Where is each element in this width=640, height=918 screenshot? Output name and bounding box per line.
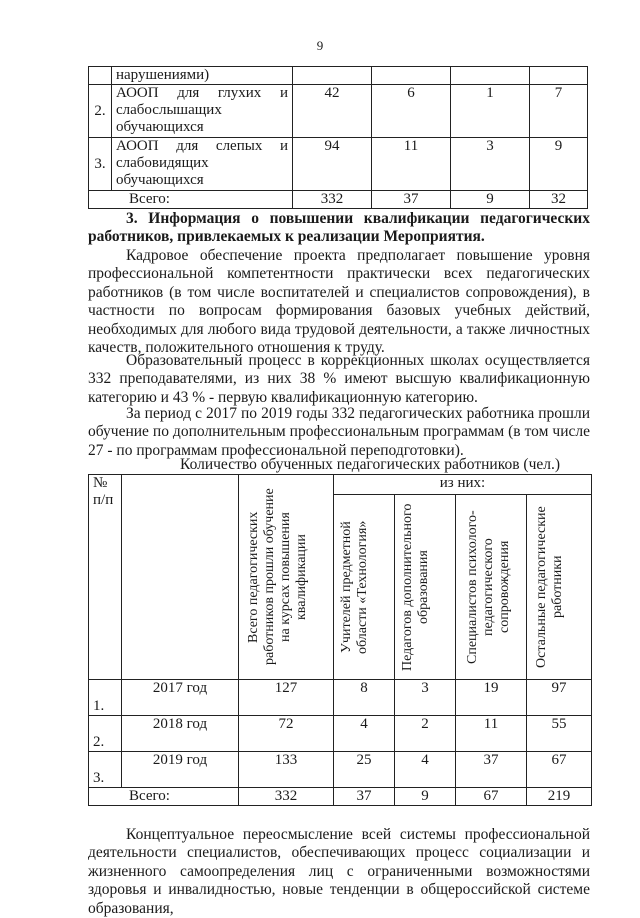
program-line-word: и (279, 138, 288, 154)
table-row (89, 67, 588, 85)
value-cell (530, 67, 588, 85)
program-line-word: АООП (116, 138, 159, 154)
total-cell: 37 (334, 788, 395, 806)
value-cell: 3 (395, 680, 456, 716)
value-cell: 25 (334, 752, 395, 788)
header-col-text: Остальные педагогические работники (534, 506, 565, 668)
program-line-word: и (279, 85, 288, 101)
value-cell (451, 67, 530, 85)
value-cell: 4 (395, 752, 456, 788)
value-cell: 4 (334, 716, 395, 752)
row-number: 2. (89, 85, 112, 138)
value-cell: 19 (456, 680, 527, 716)
table-total-row (89, 191, 588, 209)
value-cell: 11 (372, 138, 451, 191)
program-line-word: для (177, 85, 200, 101)
program-name (112, 85, 293, 138)
total-cell: 219 (527, 788, 592, 806)
row-number (89, 67, 112, 85)
row-year: 2017 год (122, 680, 239, 716)
value-cell: 6 (372, 85, 451, 138)
program-name (112, 67, 293, 85)
row-number: 3. (89, 752, 122, 788)
program-line: слабослышащих (116, 102, 222, 118)
value-cell (293, 67, 372, 85)
program-line: обучающихся (116, 172, 204, 188)
page-number: 9 (316, 38, 324, 53)
row-total: 127 (239, 680, 334, 716)
program-line: нарушениями) (116, 67, 210, 83)
program-name (112, 138, 293, 191)
program-line (116, 85, 288, 102)
header-of-them: из них: (334, 475, 592, 495)
header-num: № п/п (89, 475, 122, 680)
header-col (456, 495, 527, 680)
header-total-text: Всего педагогических работников прошли обучение на курсах повышения квалификации (246, 488, 309, 666)
header-col (527, 495, 592, 680)
section-heading: 3. Информация о повышении квалификации педагогических работников, привлекаемых к реализации Мероприятия. (88, 210, 590, 246)
value-cell: 1 (451, 85, 530, 138)
value-cell: 8 (334, 680, 395, 716)
paragraph: За период с 2017 по 2019 годы 332 педагогических работника прошли обучение по дополнительным профессиональным программам (в том числе 27 - по программам профессиональной переподготовки). (88, 405, 590, 459)
total-cell: 9 (451, 191, 530, 209)
paragraph: Образовательный процесс в коррекционных школах осуществляется 332 преподавателями, из них 38 % имеют высшую квалификационную категорию и 43 % - первую квалификационную категорию. (88, 352, 590, 406)
row-number: 2. (89, 716, 122, 752)
total-cell: 9 (395, 788, 456, 806)
program-line-word: глухих (217, 85, 262, 101)
header-total (239, 475, 334, 680)
table-row (89, 752, 592, 788)
training-table (88, 474, 592, 806)
total-cell: 332 (293, 191, 372, 209)
header-col (395, 495, 456, 680)
table-total-row (89, 788, 592, 806)
row-total: 133 (239, 752, 334, 788)
header-year (122, 475, 239, 680)
row-number: 3. (89, 138, 112, 191)
header-col (334, 495, 395, 680)
table-row (89, 85, 588, 138)
value-cell: 37 (456, 752, 527, 788)
total-label: Всего: (89, 788, 239, 806)
header-col-text: Учителей предметной области «Технология» (339, 520, 370, 654)
program-line (116, 138, 288, 155)
total-label: Всего: (89, 191, 293, 209)
value-cell: 94 (293, 138, 372, 191)
value-cell: 67 (527, 752, 592, 788)
row-number: 1. (89, 680, 122, 716)
header-row (89, 475, 592, 495)
program-line-word: слепых (215, 138, 263, 154)
value-cell (372, 67, 451, 85)
table-row (89, 138, 588, 191)
row-year: 2018 год (122, 716, 239, 752)
table-caption: Количество обученных педагогических работников (чел.) (180, 456, 561, 473)
program-table (88, 66, 588, 209)
total-cell: 37 (372, 191, 451, 209)
paragraph: Концептуальное переосмысление всей системы профессиональной деятельности специалистов, обеспечивающих процесс социализации и жизненного самоопределения лиц с ограниченными возможностями здоровья и инвалидностью, новые тенденции в общероссийской системе образования, (88, 826, 590, 917)
total-cell: 32 (530, 191, 588, 209)
value-cell: 7 (530, 85, 588, 138)
total-cell: 332 (239, 788, 334, 806)
value-cell: 55 (527, 716, 592, 752)
table-row (89, 680, 592, 716)
value-cell: 3 (451, 138, 530, 191)
program-line-word: для (176, 138, 199, 154)
paragraph: Кадровое обеспечение проекта предполагает повышение уровня профессиональной компетентности практически всех педагогических работников (в том числе воспитателей и специалистов сопровождения), в частности по вопросам формирования базовых учебных действий, необходимых для любого вида трудовой деятельности, а также личностных качеств, положительного отношения к труду. (88, 247, 590, 357)
header-col-text: Специалистов психолого-педагогического сопровождения (465, 510, 512, 664)
total-cell: 67 (456, 788, 527, 806)
value-cell: 42 (293, 85, 372, 138)
program-line-word: АООП (116, 85, 159, 101)
value-cell: 2 (395, 716, 456, 752)
row-total: 72 (239, 716, 334, 752)
program-line: обучающихся (116, 119, 204, 135)
value-cell: 11 (456, 716, 527, 752)
table-row (89, 716, 592, 752)
value-cell: 97 (527, 680, 592, 716)
row-year: 2019 год (122, 752, 239, 788)
value-cell: 9 (530, 138, 588, 191)
header-col-text: Педагогов дополнительного образования (400, 503, 431, 671)
program-line: слабовидящих (116, 155, 209, 171)
